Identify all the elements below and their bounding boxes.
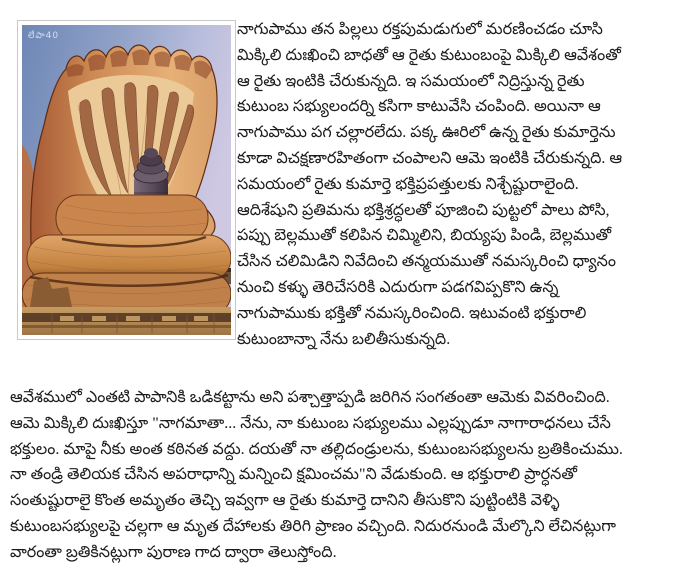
story-paragraph-2 [10,385,696,566]
story-line: మిక్కిలి దుఃఖించి బాధతో ఆ రైతు కుటుంబంపై మిక్కిలి ఆవేశంతో [237,46,621,64]
story-line: నా తండ్రి తెలియక చేసిన అపరాధాన్ని మన్నించి క్షమించమ"ని వేడుకుంది. ఆ భక్తురాలి ప్రార్ధనతో [10,466,577,484]
naga-photo [17,20,236,340]
story-line: నాగుపాముకు భక్తితో నమస్కరించింది. ఇటువంటి భక్తురాలి [237,304,587,322]
story-line: ఆమె మిక్కిలి దుఃఖిస్తూ "నాగమాతా... నేను, నా కుటుంబ సభ్యులము ఎల్లప్పుడూ నాగారాధనలు చేసే [10,414,611,432]
story-line: భక్తులం. మాపై నీకు అంత కఠినత వద్దు. దయతో నా తల్లిదండ్రులను, కుటుంబసభ్యులను బ్రతికించుము. [10,440,623,458]
story-line: నాగుపాము పగ చల్లారలేదు. పక్క ఊరిలో ఉన్న రైతు కుమార్తెను [237,124,616,142]
story-line: నాగుపాము తన పిల్లలు రక్తపుమడుగులో మరణించడం చూసి [237,21,603,38]
story-line: పప్పు బెల్లముతో కలిపిన చిమ్మిలిని, బియ్యపు పిండి, బెల్లముతో [237,227,612,245]
story-line: ఆ రైతు ఇంటికి చేరుకున్నది. ఇ సమయంలో నిద్రిస్తున్న రైతు [237,72,585,90]
story-line: కుటుంబ సభ్యులందర్ని కసిగా కాటువేసి చంపింది. అయినా ఆ [237,98,601,116]
story-line: సంతుష్టురాలై కొంత అమృతం తెచ్చి ఇవ్వగా ఆ రైతు కుమార్తె దానిని తీసుకొని పుట్టింటికి వెళ్ళి [10,492,560,510]
story-line: వారంతా బ్రతికినట్లుగా పురాణ గాద ద్వారా తెలుస్తోంది. [10,543,337,561]
story-line: కూడా విచక్షణారహితంగా చంపాలని ఆమె ఇంటికి చేరుకున్నది. ఆ [237,149,623,167]
story-line: కుటుంబాన్నా నేను బలితీసుకున్నది. [237,330,451,348]
photo-watermark: లేపా40 [28,31,60,41]
story-line: కుటుంబసభ్యులపై చల్లగా ఆ మృత దేహాలకు తిరిగి ప్రాణం వచ్చింది. నిదురనుండి మేల్కొని లేచినట్లుగా [10,517,617,535]
story-line: ఆవేశములో ఎంతటి పాపానికి ఒడికట్టాను అని పశ్చాత్తాప్పడి జరిగిన సంగతంతా ఆమెకు వివరించింది. [10,389,610,406]
story-line: సమయంలో రైతు కుమార్తె భక్తిప్రపత్తులకు నిశ్చేష్టురాలైంది. [237,175,579,193]
story-line: చేసిన చలిమిడిని నివేదించి తన్మయముతో నమస్కరించి ధ్యానం [237,253,616,271]
story-line: నుంచి కళ్ళు తెరిచేసరికి ఎదురుగా పడగవిప్పకొని ఉన్న [237,278,559,296]
story-paragraph-1 [237,17,695,352]
naga-photo-art [22,25,231,335]
story-line: ఆదిశేషుని ప్రతిమను భక్తిశ్రద్ధలతో పూజించి పుట్టలో పాలు పోసి, [237,201,610,219]
